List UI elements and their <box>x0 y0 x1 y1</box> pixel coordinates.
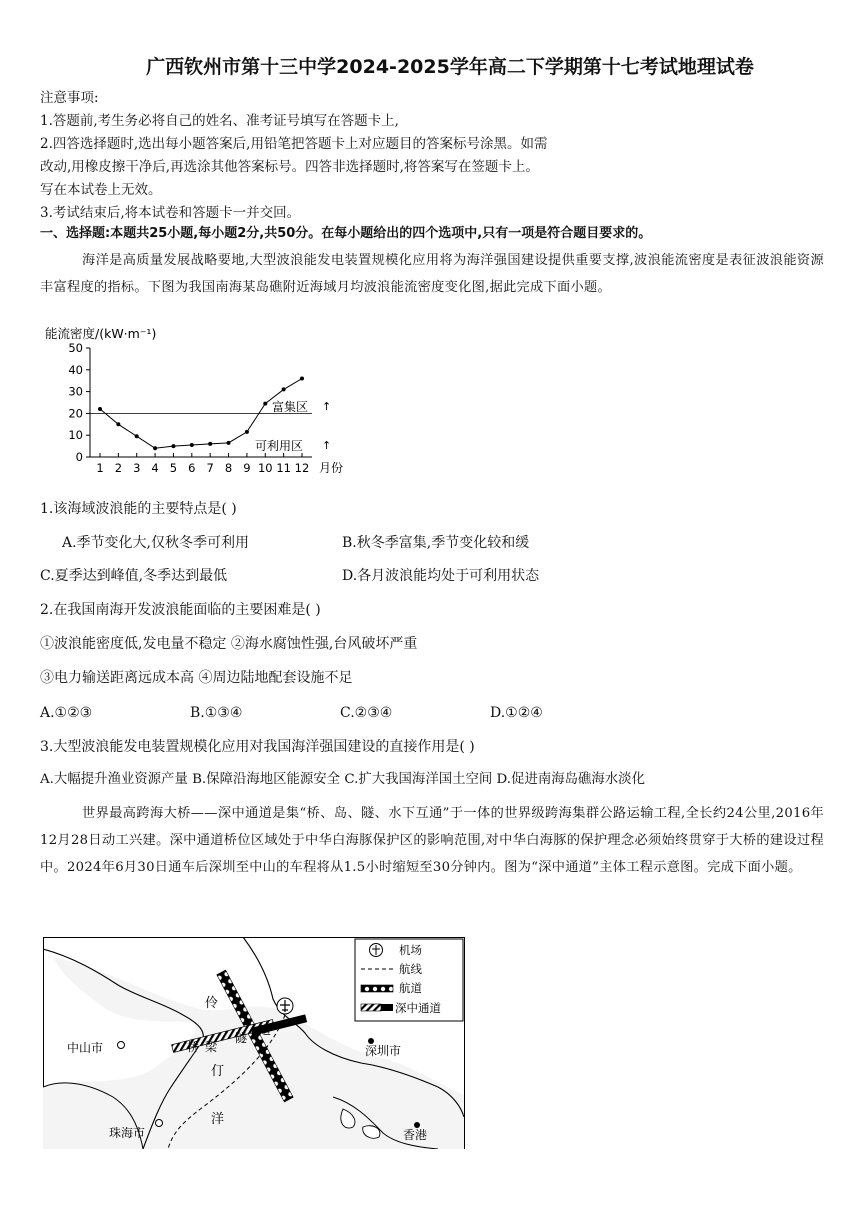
data-point <box>98 407 102 411</box>
city-hongkong: 香港 <box>403 1128 428 1142</box>
x-tick-label: 12 <box>294 461 310 475</box>
legend-flight-route: 航线 <box>399 962 422 976</box>
question-2-option-b: B.①③④ <box>190 705 243 721</box>
legend-navigation-channel: 航道 <box>399 981 422 995</box>
airport-icon <box>370 944 383 957</box>
label-ding: 仃 <box>211 1064 225 1079</box>
question-1-option-b: B.秋冬季富集,季节变化较和缓 <box>342 535 530 551</box>
x-tick-label: 3 <box>133 461 141 475</box>
data-point <box>171 444 175 448</box>
y-tick-label: 20 <box>68 406 83 421</box>
map-legend <box>355 939 463 1021</box>
x-tick-label: 1 <box>96 461 104 475</box>
y-tick-label: 50 <box>68 341 83 355</box>
shenzhong-channel-map <box>43 937 465 1149</box>
note-2b: 改动,用橡皮擦干净后,再选涂其他答案标号。四答非选择题时,将答案写在签题卡上。 <box>40 159 539 175</box>
question-1-option-c: C.夏季达到峰值,冬季达到最低 <box>40 568 228 584</box>
legend-bridge-swatch <box>361 1004 381 1011</box>
city-marker <box>118 1042 125 1049</box>
annotation-rich-zone: 富集区 <box>272 400 309 414</box>
x-tick-label: 2 <box>114 461 123 475</box>
data-point <box>227 441 231 445</box>
wave-energy-chart <box>40 322 370 482</box>
x-tick-label: 4 <box>151 461 159 475</box>
legend-shenzhong-channel: 深中通道 <box>395 1001 441 1015</box>
notes-heading: 注意事项: <box>40 90 99 106</box>
arrow-up-icon: ↑ <box>322 400 332 413</box>
data-point <box>208 442 212 446</box>
y-axis-label: 能流密度/(kW·m⁻¹) <box>45 326 157 341</box>
data-point <box>245 430 249 434</box>
question-1-option-d: D.各月波浪能均处于可利用状态 <box>342 568 540 584</box>
passage-2: 世界最高跨海大桥——深中通道是集“桥、岛、隧、水下互通”于一体的世界级跨海集群公路运输工程,全长约24公里,2016年12月28日动工兴建。深中通道桥位区域处于中华白海豚保护区的影响范围,对中华白海豚的保护理念必须始终贯穿于大桥的建设过程中。2024年6月30日通车后深圳至中山的车程将从1.5小时缩短至30分钟内。图为“深中通道”主体工程示意图。完成下面小题。 <box>40 806 824 875</box>
question-3-stem: 3.大型波浪能发电装置规模化应用对我国海洋强国建设的直接作用是( ) <box>40 739 475 755</box>
city-zhongshan: 中山市 <box>67 1041 104 1055</box>
city-shenzhen: 深圳市 <box>365 1044 402 1058</box>
question-3-options: A.大幅提升渔业资源产量 B.保障沿海地区能源安全 C.扩大我国海洋国土空间 D.促进南海岛礁海水淡化 <box>40 772 645 787</box>
airport-icon <box>277 998 293 1014</box>
x-tick-label: 11 <box>276 461 291 475</box>
data-point <box>282 387 286 391</box>
legend-airport: 机场 <box>399 943 422 957</box>
note-1: 1.答题前,考生务必将自己的姓名、准考证号填写在答题卡上, <box>40 113 399 129</box>
data-point <box>153 446 157 450</box>
label-sui: 隧 <box>235 1031 248 1045</box>
note-2c: 写在本试卷上无效。 <box>40 182 162 198</box>
question-2-statements-2: ③电力输送距离远成本高 ④周边陆地配套设施不足 <box>40 670 353 686</box>
annotation-usable-zone: 可利用区 <box>255 439 304 453</box>
x-axis-label: 月份 <box>319 461 344 475</box>
question-1-stem: 1.该海域波浪能的主要特点是( ) <box>40 501 237 517</box>
question-2-option-a: A.①②③ <box>40 705 93 721</box>
x-tick-label: 6 <box>188 461 196 475</box>
question-1-option-a: A.季节变化大,仅秋冬季可利用 <box>62 535 250 551</box>
y-tick-label: 40 <box>68 362 83 377</box>
data-point <box>116 422 120 426</box>
label-qiao: 桥 <box>187 1040 200 1054</box>
page-title: 广西钦州市第十三中学2024-2025学年高二下学期第十七考试地理试卷 <box>146 56 754 78</box>
section-heading: 一、选择题:本题共25小题,每小题2分,共50分。在每小题给出的四个选项中,只有一项是符合题目要求的。 <box>40 226 652 241</box>
x-tick-label: 5 <box>169 461 178 475</box>
x-tick-label: 10 <box>257 461 273 475</box>
legend-tunnel-swatch <box>381 1004 393 1011</box>
x-tick-label: 7 <box>206 461 214 475</box>
y-tick-label: 0 <box>75 450 83 464</box>
question-2-statements-1: ①波浪能密度低,发电量不稳定 ②海水腐蚀性强,台风破坏严重 <box>40 636 418 652</box>
data-point <box>190 443 194 447</box>
y-tick-label: 10 <box>68 428 83 443</box>
note-2a: 2.四答选择题时,选出每小题答案后,用铅笔把答题卡上对应题目的答案标号涂黑。如需 <box>40 136 548 152</box>
label-yang: 洋 <box>211 1112 225 1127</box>
x-tick-label: 9 <box>243 461 251 475</box>
question-2-option-d: D.①②④ <box>490 705 543 721</box>
legend-channel-swatch <box>361 985 393 992</box>
passage-1: 海洋是高质量发展战略要地,大型波浪能发电装置规模化应用将为海洋强国建设提供重要支撑,波浪能流密度是表征波浪能资源丰富程度的指标。下图为我国南海某岛礁附近海域月均波浪能流密度变化图,据此完成下面小题。 <box>40 253 824 295</box>
data-point <box>263 402 267 406</box>
y-tick-label: 30 <box>68 384 83 399</box>
city-marker <box>156 1120 163 1127</box>
x-tick-label: 8 <box>224 461 233 475</box>
label-ling: 伶 <box>205 996 219 1011</box>
label-dao: 道 <box>259 1023 272 1037</box>
arrow-up-icon: ↑ <box>322 439 332 452</box>
question-2-option-c: C.②③④ <box>340 705 393 721</box>
question-2-stem: 2.在我国南海开发波浪能面临的主要困难是( ) <box>40 602 321 618</box>
data-point <box>135 434 139 438</box>
label-liang: 梁 <box>205 1040 218 1054</box>
note-3: 3.考试结束后,将本试卷和答题卡一并交回。 <box>40 205 301 221</box>
data-point <box>300 377 304 381</box>
city-zhuhai: 珠海市 <box>109 1126 146 1140</box>
